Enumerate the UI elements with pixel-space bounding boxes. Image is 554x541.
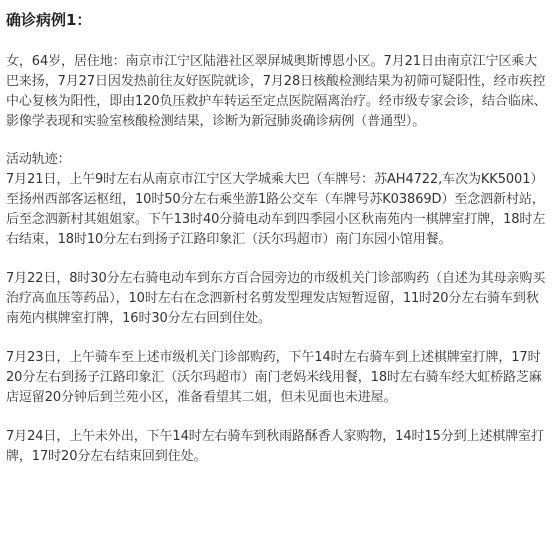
case-intro-paragraph: 女，64岁，居住地：南京市江宁区陆港社区翠屏城奥斯博恩小区。7月21日由南京江宁区乘大巴来扬，7月27日因发热前往友好医院就诊，7月28日核酸检测结果为初筛可疑阳性，经市疾控中心复核为阳性，即由120负压救护车转运至定点医院隔离治疗。经市级专家会诊，结合临床、影像学表现和实验室核酸检测结果，诊断为新冠肺炎确诊病例（普通型）。 [6, 54, 547, 129]
day-paragraph-jul21: 7月21日，上午9时左右从南京市江宁区大学城乘大巴（车牌号：苏AH4722,车次为KK5001）至扬州西部客运枢纽，10时50分左右乘坐游1路公交车（车牌号苏K03869D）至念泗新村站，后至念泗新村其姐姐家。下午13时40分骑电动车到四季园小区秋南苑内一棋牌室打牌，18时左右结束，18时10分左右到扬子江路印象汇（沃尔玛超市）南门东园小馆用餐。 [6, 172, 546, 247]
day-paragraph-jul24: 7月24日，上午未外出，下午14时左右骑车到秋雨路酥香人家购物，14时15分到上述棋牌室打牌，17时20分左右结束回到住处。 [6, 429, 544, 464]
day-paragraph-jul23: 7月23日，上午骑车至上述市级机关门诊部购药，下午14时左右骑车到上述棋牌室打牌，17时20分左右到扬子江路印象汇（沃尔玛超市）南门老妈米线用餐，18时左右骑车经大虹桥路芝麻店逗留20分钟后到兰苑小区，准备看望其二姐，但未见面也未进屋。 [6, 350, 542, 405]
day-paragraph-jul22: 7月22日，8时30分左右骑电动车到东方百合园旁边的市级机关门诊部购药（自述为其母亲购买治疗高血压等药品），10时左右在念泗新村名剪发型理发店短暂逗留，11时20分左右骑车到秋南苑内棋牌室打牌，16时30分左右回到住处。 [6, 271, 546, 326]
case-title: 确诊病例1： [6, 11, 92, 29]
activity-label: 活动轨迹： [6, 152, 71, 167]
